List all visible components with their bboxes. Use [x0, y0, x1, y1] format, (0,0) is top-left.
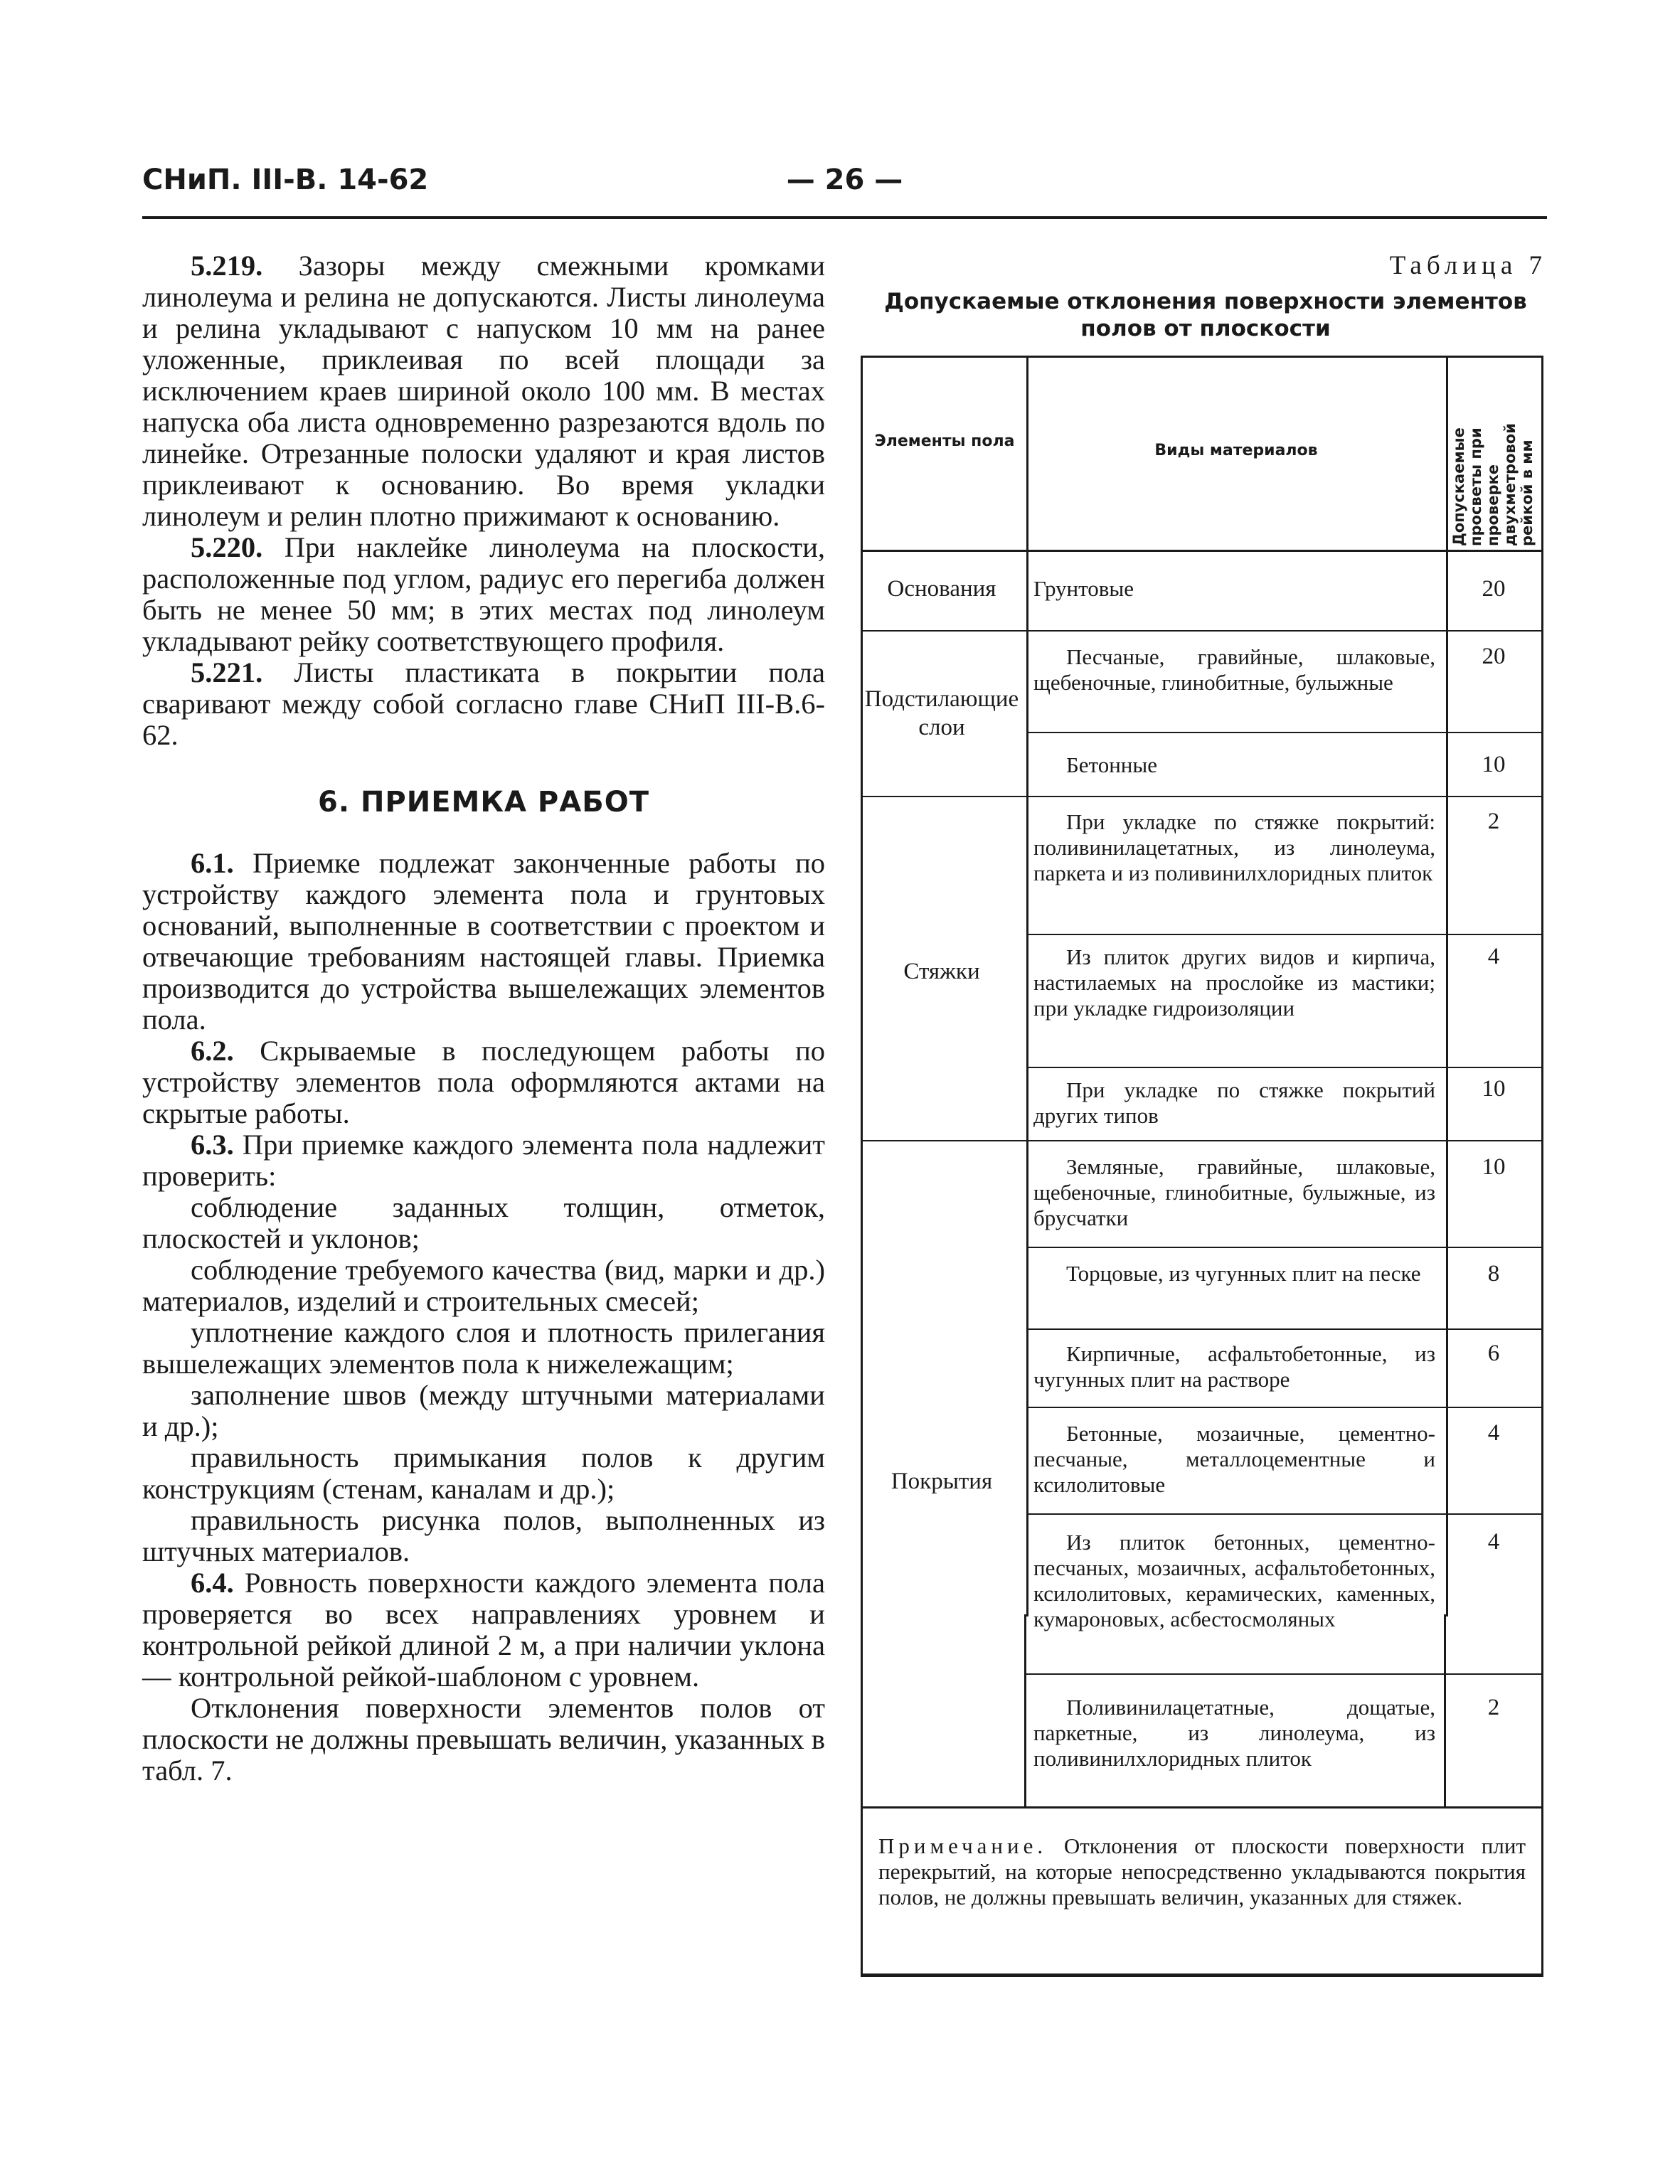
section-title: 6. ПРИЕМКА РАБОТ [318, 786, 649, 819]
note-text: Отклонения от плоскости поверхности плит перекрытий, на которые непосредственно укладываются покрытия полов, не должны превышать величин, указанных для стяжек. [878, 1833, 1526, 1909]
material-cell: Из плиток других видов и кирпича, настилаемых на прослойке из мастики; при укладке гидроизоляции [1033, 944, 1435, 1021]
row-divider [1026, 1673, 1541, 1675]
row-divider [1026, 732, 1541, 733]
page-header [142, 164, 1547, 219]
paragraph-text: При наклейке линолеума на плоскости, расположенные под углом, радиус его перегиба должен быть не менее 50 мм; в этих местах под линолеум укладывают рейку соответствующего профиля. [142, 531, 825, 657]
paragraph-text: Листы пластиката в покрытии пола сваривают между собой согласно главе СНиП III-В.6-62. [142, 656, 825, 751]
row-divider [1026, 1513, 1541, 1515]
paragraph-6-2 [142, 1035, 825, 1129]
material-cell: Песчаные, гравийные, шлаковые, щебеночные, глинобитные, булыжные [1033, 644, 1435, 695]
table-note [878, 1833, 1526, 1910]
column-header-tolerance: Допускаемые просветы при проверке двухметровой рейкой в мм [1450, 423, 1536, 546]
tolerance-cell: 2 [1487, 809, 1500, 834]
column-divider [1024, 1614, 1026, 1806]
tolerance-cell: 10 [1482, 1076, 1506, 1102]
page-number: — 26 — [786, 164, 903, 196]
paragraph-number: 6.1. [191, 847, 234, 879]
row-divider [1026, 1067, 1541, 1068]
material-cell: Бетонные, мозаичные, цементно-песчаные, металлоцементные и ксилолитовые [1033, 1421, 1435, 1497]
row-divider [1026, 934, 1541, 935]
document-code: СНиП. III-В. 14-62 [142, 164, 429, 196]
column-divider [1444, 1614, 1446, 1806]
note-divider [863, 1806, 1541, 1809]
check-item: уплотнение каждого слоя и плотность прилегания вышележащих элементов пола к нижележащим; [142, 1316, 825, 1380]
row-divider [863, 796, 1541, 797]
element-cell: Основания [887, 576, 996, 602]
tolerance-cell: 4 [1487, 944, 1500, 969]
check-item: правильность примыкания полов к другим конструкциям (стенам, каналам и др.); [142, 1442, 825, 1505]
check-item: соблюдение требуемого качества (вид, марки и др.) материалов, изделий и строительных смесей; [142, 1254, 825, 1317]
row-divider [1026, 1407, 1541, 1408]
column-header-materials: Виды материалов [1154, 442, 1318, 459]
row-divider [863, 1140, 1541, 1141]
tolerance-cell: 4 [1487, 1529, 1500, 1555]
paragraph-text: Приемке подлежат законченные работы по устройству каждого элемента пола и грунтовых оснований, выполненные в соответствии с проектом и отвечающие требованиям настоящей главы. Приемка производится до устройства вышележащих элементов пола. [142, 847, 825, 1035]
paragraph-number: 5.220. [191, 531, 263, 563]
paragraph-5-221 [142, 657, 825, 751]
tolerance-cell: 20 [1482, 644, 1506, 669]
row-divider [1026, 1328, 1541, 1330]
paragraph-5-220 [142, 532, 825, 657]
paragraph-number: 5.219. [191, 250, 263, 282]
paragraph-text: Ровность поверхности каждого элемента пола проверяется во всех направлениях уровнем и контрольной рейкой длиной 2 м, а при наличии уклона — контрольной рейкой-шаблоном с уровнем. [142, 1567, 825, 1693]
paragraph-5-219 [142, 250, 825, 532]
note-label: Примечание. [878, 1833, 1048, 1858]
material-cell: Бетонные [1066, 752, 1157, 777]
paragraph-6-1 [142, 848, 825, 1035]
paragraph-text: Скрываемые в последующем работы по устройству элементов пола оформляются актами на скрытые работы. [142, 1035, 825, 1129]
material-cell: При укладке по стяжке покрытий других типов [1033, 1077, 1435, 1128]
material-cell: Поливинилацетатные, дощатые, паркетные, из линолеума, из поливинилхлоридных плиток [1033, 1695, 1435, 1771]
material-cell: Кирпичные, асфальтобетонные, из чугунных плит на растворе [1033, 1341, 1435, 1392]
material-cell: Земляные, гравийные, шлаковые, щебеночные, глинобитные, булыжные, из брусчатки [1033, 1154, 1435, 1230]
paragraph-number: 6.4. [191, 1567, 234, 1599]
tolerance-cell: 4 [1487, 1420, 1500, 1446]
table-caption [864, 250, 1547, 342]
tolerance-cell: 10 [1482, 752, 1506, 777]
paragraph-number: 5.221. [191, 656, 263, 688]
material-cell: При укладке по стяжке покрытий: поливинилацетатных, из линолеума, паркета и из поливинилхлоридных плиток [1033, 809, 1435, 885]
paragraph-text: Зазоры между смежными кромками линолеума и релина не допускаются. Листы линолеума и релина укладывают с напуском 10 мм на ранее уложенные, приклеивая по всей площади за исключением краев шириной около 100 мм. В местах напуска оба листа одновременно разрезаются вдоль по линейке. Отрезанные полоски удаляют и края листов приклеивают к основанию. Во время укладки линолеум и релин плотно прижимают к основанию. [142, 250, 825, 532]
paragraph-6-3 [142, 1129, 825, 1192]
header-divider [863, 550, 1541, 552]
paragraph-text: При приемке каждого элемента пола надлежит проверить: [142, 1129, 825, 1192]
table-label: Таблица 7 [1389, 251, 1547, 280]
check-item: правильность рисунка полов, выполненных из штучных материалов. [142, 1504, 825, 1567]
paragraph-6-4 [142, 1567, 825, 1693]
tolerance-cell: 2 [1487, 1695, 1500, 1720]
element-cell: Покрытия [890, 1469, 993, 1494]
material-cell: Торцовые, из чугунных плит на песке [1066, 1261, 1421, 1286]
left-column [142, 250, 825, 1786]
row-divider [863, 630, 1541, 632]
column-divider [1446, 358, 1448, 1616]
tolerance-cell: 20 [1482, 576, 1506, 602]
column-divider [1026, 358, 1028, 1616]
material-cell: Грунтовые [1033, 576, 1134, 601]
tolerance-cell: 10 [1482, 1154, 1506, 1180]
element-cell: Стяжки [903, 959, 980, 984]
table-title: Допускаемые отклонения поверхности элементов полов от плоскости [884, 289, 1527, 341]
paragraph-deviations: Отклонения поверхности элементов полов от плоскости не должны превышать величин, указанных в табл. 7. [142, 1692, 825, 1786]
column-header-elements: Элементы пола [874, 432, 1015, 450]
deviations-table [861, 356, 1543, 1977]
row-divider [1026, 1247, 1541, 1248]
material-cell: Из плиток бетонных, цементно-песчаных, мозаичных, асфальтобетонных, ксилолитовых, керамических, каменных, кумароновых, асбестосмоляных [1033, 1530, 1435, 1631]
tolerance-cell: 6 [1487, 1341, 1500, 1366]
paragraph-number: 6.3. [191, 1129, 234, 1161]
element-cell: Подстилающие слои [864, 686, 1019, 740]
paragraph-number: 6.2. [191, 1035, 234, 1067]
tolerance-cell: 8 [1487, 1261, 1500, 1287]
check-item: соблюдение заданных толщин, отметок, плоскостей и уклонов; [142, 1191, 825, 1255]
check-item: заполнение швов (между штучными материалами и др.); [142, 1379, 825, 1442]
